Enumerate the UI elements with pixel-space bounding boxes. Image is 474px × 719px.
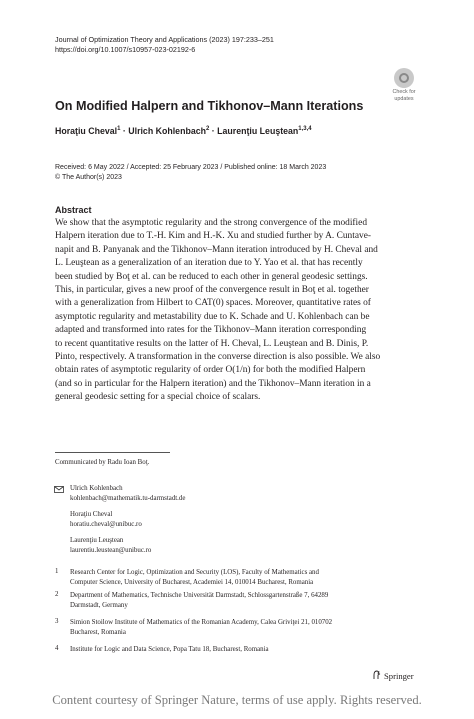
copyright-line: © The Author(s) 2023 [55, 174, 122, 181]
contact-block [70, 536, 151, 556]
envelope-icon [54, 486, 64, 493]
abstract-line: been studied by Boţ et al. can be reduced to each other in general geodesic settings. [55, 271, 368, 282]
footnote-number: 4 [55, 645, 59, 652]
author-separator: · [209, 126, 218, 136]
courtesy-notice: Content courtesy of Springer Nature, terms of use apply. Rights reserved. [52, 693, 422, 707]
abstract-line: with a generalization from Hilbert to CAT(0) spaces. Moreover, quantitative rates of [55, 298, 371, 309]
author-affiliation: 1,3,4 [298, 126, 312, 133]
author-affiliation: 1 [117, 126, 121, 133]
abstract-line: adapted and transformed into rates for the Tikhonov–Mann iteration corresponding [55, 325, 367, 336]
contact-email[interactable]: kohlenbach@mathematik.tu-darmstadt.de [70, 495, 186, 502]
communicated-by: Communicated by Radu Ioan Boţ. [55, 459, 150, 466]
springer-horse-icon [372, 670, 381, 680]
contact-block [70, 510, 142, 530]
abstract-line: general geodesic setting for a special choice of scalars. [55, 392, 261, 403]
abstract-line: Pinto, respectively. A transformation in the converse direction is also possible. We also [55, 352, 381, 363]
affiliation-footnote [70, 568, 422, 588]
journal-citation: Journal of Optimization Theory and Applications (2023) 197:233–251 [55, 35, 274, 44]
footnote-line: Research Center for Logic, Optimization and Security (LOS), Faculty of Mathematics and [70, 569, 319, 576]
contact-block [70, 484, 185, 504]
contact-name: Ulrich Kohlenbach [70, 485, 123, 492]
abstract-line: L. Leuştean as a generalization of an iteration due to Y. Yao et al. that has recently [55, 258, 363, 269]
abstract-line: We show that the asymptotic regularity and the strong convergence of the modified [55, 218, 368, 228]
author-name: Laurenţiu Leuştean [217, 126, 299, 136]
author-list [55, 126, 312, 136]
abstract-line: Halpern iteration due to T.-H. Kim and H.-K. Xu and studied further by A. Cuntave- [55, 231, 371, 242]
badge-label-1: Check for [392, 89, 416, 95]
footnote-line: Darmstadt, Germany [70, 602, 128, 609]
abstract-line: asymptotic regularity and metastability due to K. Schade and U. Kohlenbach can be [55, 311, 370, 322]
abstract-line: obtain rates of asymptotic regularity of order O(1/n) for both the modified Halpern [55, 365, 366, 376]
contact-name: Laurenţiu Leuştean [70, 537, 124, 544]
abstract-heading: Abstract [55, 205, 92, 215]
affiliation-footnote [70, 645, 422, 655]
footnote-line: Institute for Logic and Data Science, Popa Tatu 18, Bucharest, Romania [70, 646, 269, 653]
footnote-number: 2 [55, 591, 59, 598]
footnote-line: Department of Mathematics, Technische Universität Darmstadt, Schlossgartenstraße 7, 64289 [70, 592, 329, 599]
check-updates-icon [394, 68, 414, 88]
author-affiliation: 2 [205, 126, 210, 133]
publisher-name: Springer [384, 671, 414, 681]
abstract-line: This, in particular, gives a new proof of the convergence result in Boţ et al. together [55, 285, 369, 296]
publication-dates [55, 163, 326, 183]
contact-name: Horaţiu Cheval [70, 511, 113, 518]
affiliation-footnote [70, 618, 422, 638]
author-separator: · [120, 126, 129, 136]
abstract-line: (and so in particular for the Halpern iteration) and the Tikhonov–Mann iteration in a [55, 378, 371, 389]
journal-header [55, 35, 274, 55]
affiliation-footnote [70, 591, 422, 611]
footnote-divider [55, 452, 170, 453]
springer-footer [372, 670, 414, 681]
abstract-line: to recent quantitative results on the latter of H. Cheval, L. Leuştean and B. Dinis, P. [55, 338, 369, 349]
footnote-number: 1 [55, 568, 59, 575]
footnote-number: 3 [55, 618, 59, 625]
contact-email[interactable]: laurentiu.leustean@unibuc.ro [70, 547, 152, 554]
footnote-line: Bucharest, Romania [70, 629, 126, 636]
dates-line: Received: 6 May 2022 / Accepted: 25 February 2023 / Published online: 18 March 2023 [55, 164, 327, 171]
check-for-updates-badge[interactable] [386, 68, 422, 100]
doi-link[interactable]: https://doi.org/10.1007/s10957-023-02192-6 [55, 45, 196, 54]
badge-label-2: updates [394, 96, 414, 102]
abstract-line: napit and B. Panyanak and the Tikhonov–Mann iteration introduced by H. Cheval and [55, 244, 378, 255]
footnote-line: Computer Science, University of Bucharest, Academiei 14, 010014 Bucharest, Romania [70, 579, 314, 586]
author-name: Ulrich Kohlenbach [128, 126, 206, 136]
contact-email[interactable]: horatiu.cheval@unibuc.ro [70, 521, 142, 528]
author-name: Horaţiu Cheval [55, 126, 118, 136]
footnote-line: Simion Stoilow Institute of Mathematics of the Romanian Academy, Calea Griviţei 21, 010702 [70, 619, 333, 626]
paper-title: On Modified Halpern and Tikhonov–Mann Iterations [55, 99, 364, 113]
abstract-body [55, 217, 420, 405]
